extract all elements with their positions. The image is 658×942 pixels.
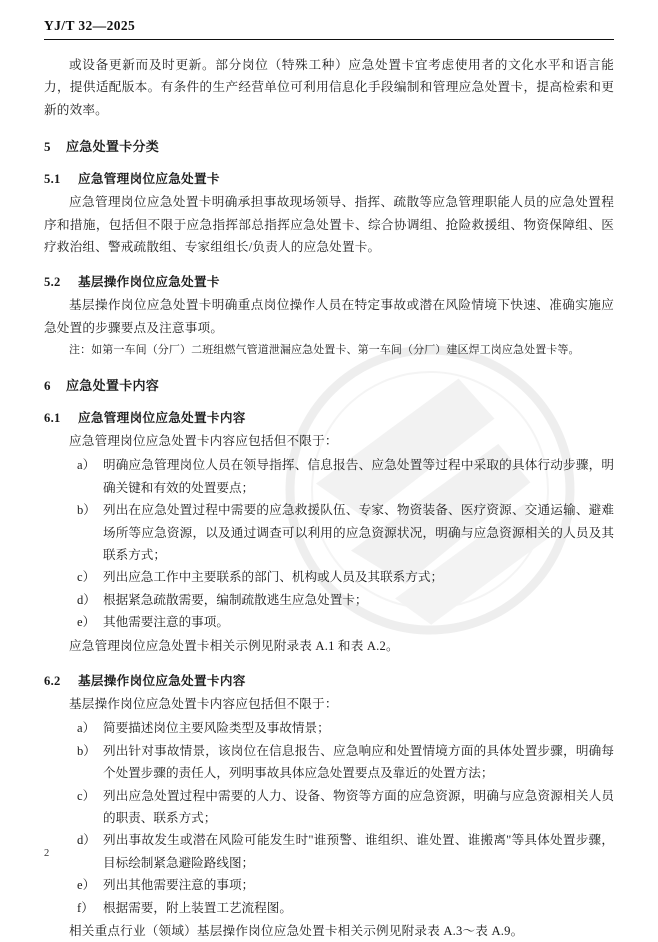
list-item-marker: a） — [77, 721, 96, 736]
page-number: 2 — [44, 848, 50, 859]
list-item-text: 列出应急工作中主要联系的部门、机构或人员及其联系方式； — [103, 570, 444, 585]
list-item — [69, 717, 614, 739]
list-item-marker: e） — [77, 615, 96, 630]
section-number-5-2: 5.2 — [44, 275, 61, 290]
paragraph-5-1: 应急管理岗位应急处置卡明确承担事故现场领导、指挥、疏散等应急管理职能人员的应急处置程序和措施，包括但不限于应急指挥部总指挥应急处置卡、综合协调组、抢险救援组、物资保障组、医疗救治组、警戒疏散组、专家组组长/负责人的应急处置卡。 — [44, 195, 614, 255]
list-item-text: 明确应急管理岗位人员在领导指挥、信息报告、应急处置等过程中采取的具体行动步骤，明确关键和有效的处置要点； — [103, 458, 614, 495]
section-number-5-1: 5.1 — [44, 172, 61, 187]
list-item-marker: f） — [77, 900, 94, 915]
list-item — [69, 611, 614, 633]
section-title-5-2: 基层操作岗位应急处置卡 — [78, 275, 220, 290]
list-item — [69, 785, 614, 830]
list-item — [69, 874, 614, 896]
list-item-text: 根据需要，附上装置工艺流程图。 — [103, 900, 292, 915]
note-5-2: 注：如第一车间（分厂）二班组燃气管道泄漏应急处置卡、第一车间（分厂）建区焊工岗应急处置卡等。 — [69, 344, 580, 357]
list-item-text: 列出针对事故情景，该岗位在信息报告、应急响应和处置情境方面的具体处置步骤，明确每个处置步骤的责任人，列明事故具体应急处置要点及靠近的处置方法； — [103, 743, 614, 781]
list-item — [69, 589, 614, 611]
list-item-marker: d） — [77, 592, 96, 607]
list-item — [69, 499, 614, 566]
paragraph-6-2: 基层操作岗位应急处置卡内容应包括但不限于： — [69, 697, 338, 711]
section-number-6-1: 6.1 — [44, 410, 61, 425]
section-number-6-2: 6.2 — [44, 674, 61, 688]
section-title-6: 应急处置卡内容 — [66, 377, 160, 393]
list-item-marker: b） — [77, 503, 96, 518]
list-6-1 — [44, 454, 614, 633]
list-item-marker: a） — [77, 458, 96, 473]
list-item-text: 列出其他需要注意的事项； — [103, 878, 255, 893]
list-item-marker: c） — [77, 788, 96, 803]
list-item — [69, 829, 614, 874]
list-item-marker: b） — [77, 743, 96, 758]
section-heading-5 — [44, 136, 614, 155]
list-item-text: 列出在应急处置过程中需要的应急救援队伍、专家、物资装备、医疗资源、交通运输、避难场所等应急资源，以及通过调查可以利用的应急资源状况，明确与应急资源相关的人员及其联系方式； — [103, 503, 614, 562]
list-item-text: 列出事故发生或潜在风险可能发生时"谁预警、谁组织、谁处置、谁搬离"等具体处置步骤，目标绘制紧急避险路线图； — [103, 833, 614, 870]
section-heading-5-2 — [44, 271, 614, 290]
section-title-6-2: 基层操作岗位应急处置卡内容 — [78, 674, 246, 688]
section-heading-6 — [44, 375, 614, 394]
list-item — [69, 897, 614, 919]
list-item-marker: d） — [77, 833, 96, 848]
section-title-5-1: 应急管理岗位应急处置卡 — [78, 172, 220, 187]
section-heading-5-1 — [44, 168, 614, 187]
list-item-text: 简要描述岗位主要风险类型及事故情景； — [103, 721, 330, 736]
list-item — [69, 566, 614, 588]
list-item-marker: e） — [77, 878, 96, 893]
list-item — [69, 454, 614, 499]
list-item-text: 列出应急处置过程中需要的人力、设备、物资等方面的应急资源，明确与应急资源相关人员的职责、联系方式； — [103, 788, 614, 826]
section-heading-6-1 — [44, 407, 614, 426]
top-paragraph: 或设备更新而及时更新。部分岗位（特殊工种）应急处置卡宜考虑使用者的文化水平和语言能力，提供适配版本。有条件的生产经营单位可利用信息化手段编制和管理应急处置卡，提高检索和更新的效率。 — [44, 58, 614, 117]
tail-6-2: 相关重点行业（领域）基层操作岗位应急处置卡相关示例见附录表 A.3～表 A.9。 — [69, 924, 524, 939]
tail-6-1: 应急管理岗位应急处置卡相关示例见附录表 A.1 和表 A.2。 — [69, 638, 399, 653]
paragraph-5-2: 基层操作岗位应急处置卡明确重点岗位操作人员在特定事故或潜在风险情境下快速、准确实施应急处置的步骤要点及注意事项。 — [44, 298, 614, 335]
section-title-6-1: 应急管理岗位应急处置卡内容 — [78, 410, 246, 425]
page-content — [44, 18, 614, 942]
section-number-5: 5 — [44, 139, 51, 155]
list-item — [69, 740, 614, 785]
list-item-text: 根据紧急疏散需要，编制疏散逃生应急处置卡； — [103, 592, 368, 607]
list-6-2 — [44, 717, 614, 919]
paragraph-6-1: 应急管理岗位应急处置卡内容应包括但不限于： — [69, 433, 338, 448]
list-item-text: 其他需要注意的事项。 — [103, 615, 229, 630]
header-divider — [44, 39, 614, 40]
page-header: YJ/T 32—2025 — [44, 18, 136, 33]
list-item-marker: c） — [77, 570, 96, 585]
section-title-5: 应急处置卡分类 — [66, 139, 160, 155]
section-heading-6-2 — [44, 670, 614, 689]
section-number-6: 6 — [44, 377, 51, 393]
